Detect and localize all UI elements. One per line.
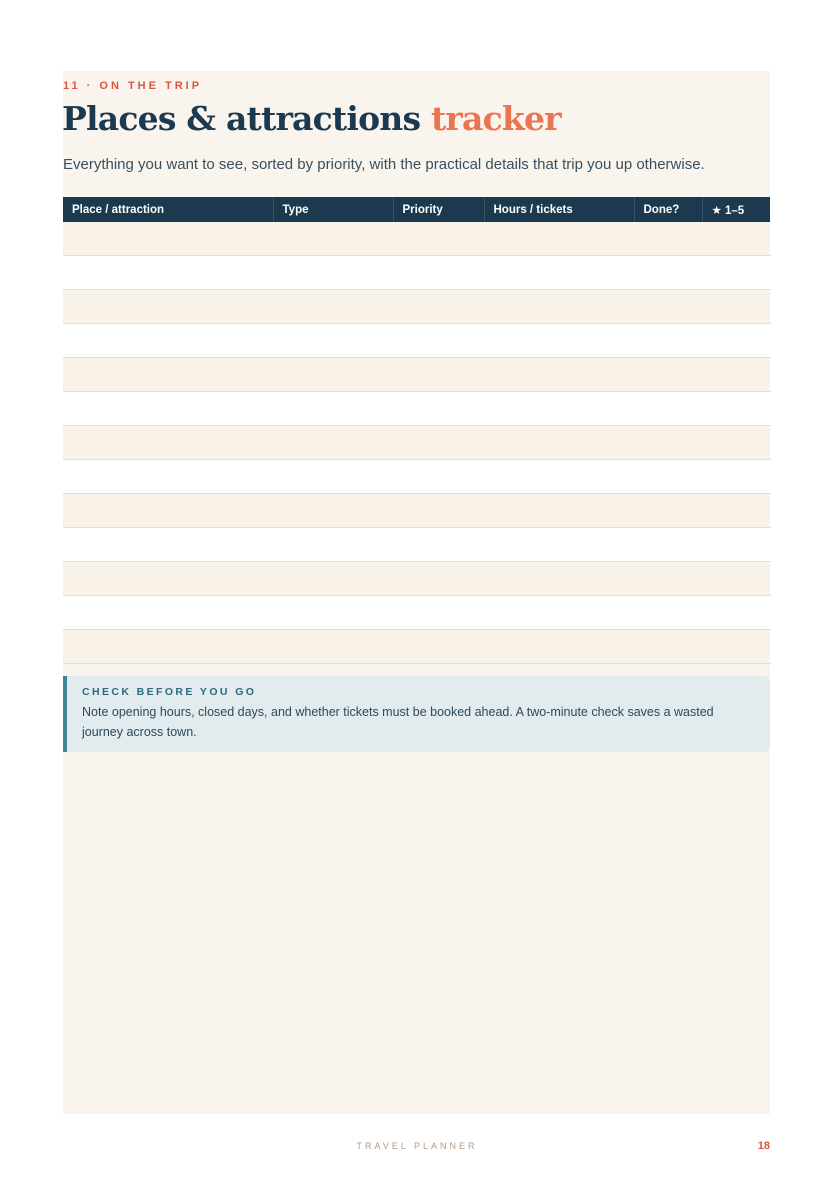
title-accent: tracker	[430, 99, 561, 138]
table-cell-hours-tickets[interactable]	[484, 528, 634, 562]
page-number: 18	[757, 1140, 770, 1152]
table-cell-priority[interactable]	[393, 630, 484, 664]
table-cell-type[interactable]	[273, 630, 393, 664]
table-row	[63, 426, 770, 460]
table-row	[63, 324, 770, 358]
table-row	[63, 392, 770, 426]
column-header-type: Type	[273, 197, 393, 222]
table-cell-done[interactable]	[634, 494, 702, 528]
table-cell-type[interactable]	[273, 324, 393, 358]
table-cell-place[interactable]	[63, 222, 273, 256]
table-cell-done[interactable]	[634, 392, 702, 426]
table-cell-hours-tickets[interactable]	[484, 562, 634, 596]
table-cell-hours-tickets[interactable]	[484, 494, 634, 528]
table-cell-rating[interactable]	[702, 256, 770, 290]
table-cell-type[interactable]	[273, 222, 393, 256]
table-cell-priority[interactable]	[393, 256, 484, 290]
table-cell-hours-tickets[interactable]	[484, 460, 634, 494]
table-cell-place[interactable]	[63, 562, 273, 596]
table-cell-done[interactable]	[634, 358, 702, 392]
callout-label: CHECK BEFORE YOU GO	[82, 686, 257, 698]
table-cell-place[interactable]	[63, 358, 273, 392]
table-row	[63, 596, 770, 630]
table-cell-type[interactable]	[273, 392, 393, 426]
table-cell-done[interactable]	[634, 596, 702, 630]
table-cell-priority[interactable]	[393, 596, 484, 630]
table-cell-hours-tickets[interactable]	[484, 392, 634, 426]
table-cell-priority[interactable]	[393, 290, 484, 324]
table-cell-rating[interactable]	[702, 596, 770, 630]
table-cell-priority[interactable]	[393, 392, 484, 426]
table-cell-rating[interactable]	[702, 392, 770, 426]
table-cell-type[interactable]	[273, 528, 393, 562]
table-row	[63, 630, 770, 664]
table-cell-rating[interactable]	[702, 630, 770, 664]
table-cell-rating[interactable]	[702, 494, 770, 528]
table-cell-priority[interactable]	[393, 494, 484, 528]
table-cell-priority[interactable]	[393, 324, 484, 358]
column-header-hours-tickets: Hours / tickets	[484, 197, 634, 222]
table-row	[63, 528, 770, 562]
table-cell-priority[interactable]	[393, 460, 484, 494]
table-cell-type[interactable]	[273, 290, 393, 324]
table-cell-type[interactable]	[273, 256, 393, 290]
table-row	[63, 290, 770, 324]
table-cell-type[interactable]	[273, 460, 393, 494]
table-cell-rating[interactable]	[702, 460, 770, 494]
table-cell-rating[interactable]	[702, 290, 770, 324]
table-cell-done[interactable]	[634, 630, 702, 664]
table-cell-type[interactable]	[273, 562, 393, 596]
table-cell-place[interactable]	[63, 528, 273, 562]
table-cell-place[interactable]	[63, 256, 273, 290]
attractions-table	[63, 197, 771, 664]
table-cell-place[interactable]	[63, 630, 273, 664]
table-cell-place[interactable]	[63, 290, 273, 324]
table-cell-place[interactable]	[63, 426, 273, 460]
column-header-priority: Priority	[393, 197, 484, 222]
table-cell-done[interactable]	[634, 324, 702, 358]
table-cell-priority[interactable]	[393, 562, 484, 596]
table-row	[63, 256, 770, 290]
page-subtitle: Everything you want to see, sorted by priority, with the practical details that trip you up otherwise.	[63, 156, 705, 173]
table-body	[63, 222, 770, 664]
table-cell-hours-tickets[interactable]	[484, 222, 634, 256]
table-cell-place[interactable]	[63, 494, 273, 528]
column-header-place: Place / attraction	[63, 197, 273, 222]
table-cell-place[interactable]	[63, 324, 273, 358]
table-cell-type[interactable]	[273, 494, 393, 528]
table-cell-rating[interactable]	[702, 426, 770, 460]
table-cell-hours-tickets[interactable]	[484, 426, 634, 460]
table-cell-rating[interactable]	[702, 324, 770, 358]
table-row	[63, 460, 770, 494]
table-cell-type[interactable]	[273, 596, 393, 630]
callout-body: Note opening hours, closed days, and whether tickets must be booked ahead. A two-minute check saves a wasted journey across town.	[82, 705, 714, 739]
table-cell-done[interactable]	[634, 290, 702, 324]
table-cell-done[interactable]	[634, 528, 702, 562]
table-cell-done[interactable]	[634, 222, 702, 256]
column-header-rating: ★ 1–5	[702, 197, 770, 222]
table-row	[63, 494, 770, 528]
footer-title: TRAVEL PLANNER	[356, 1141, 478, 1151]
table-cell-hours-tickets[interactable]	[484, 290, 634, 324]
table-row	[63, 562, 770, 596]
page-title	[62, 97, 561, 141]
table-cell-hours-tickets[interactable]	[484, 596, 634, 630]
table-cell-rating[interactable]	[702, 528, 770, 562]
table-cell-priority[interactable]	[393, 222, 484, 256]
table-header-row	[63, 197, 770, 222]
table-cell-priority[interactable]	[393, 528, 484, 562]
section-eyebrow: 11 · ON THE TRIP	[63, 80, 203, 92]
table-cell-priority[interactable]	[393, 426, 484, 460]
table-cell-hours-tickets[interactable]	[484, 358, 634, 392]
table-row	[63, 222, 770, 256]
table-cell-hours-tickets[interactable]	[484, 256, 634, 290]
table-cell-place[interactable]	[63, 596, 273, 630]
table-cell-done[interactable]	[634, 460, 702, 494]
table-cell-done[interactable]	[634, 426, 702, 460]
table-cell-rating[interactable]	[702, 562, 770, 596]
table-row	[63, 358, 770, 392]
title-main: Places & attractions	[62, 99, 421, 138]
table-cell-place[interactable]	[63, 392, 273, 426]
column-header-done: Done?	[634, 197, 702, 222]
table-cell-hours-tickets[interactable]	[484, 324, 634, 358]
table-cell-hours-tickets[interactable]	[484, 630, 634, 664]
table-cell-priority[interactable]	[393, 358, 484, 392]
table-cell-type[interactable]	[273, 358, 393, 392]
table-cell-done[interactable]	[634, 256, 702, 290]
table-cell-rating[interactable]	[702, 358, 770, 392]
table-cell-done[interactable]	[634, 562, 702, 596]
table-cell-type[interactable]	[273, 426, 393, 460]
table-cell-place[interactable]	[63, 460, 273, 494]
check-before-you-go-callout	[63, 676, 770, 752]
table-cell-rating[interactable]	[702, 222, 770, 256]
